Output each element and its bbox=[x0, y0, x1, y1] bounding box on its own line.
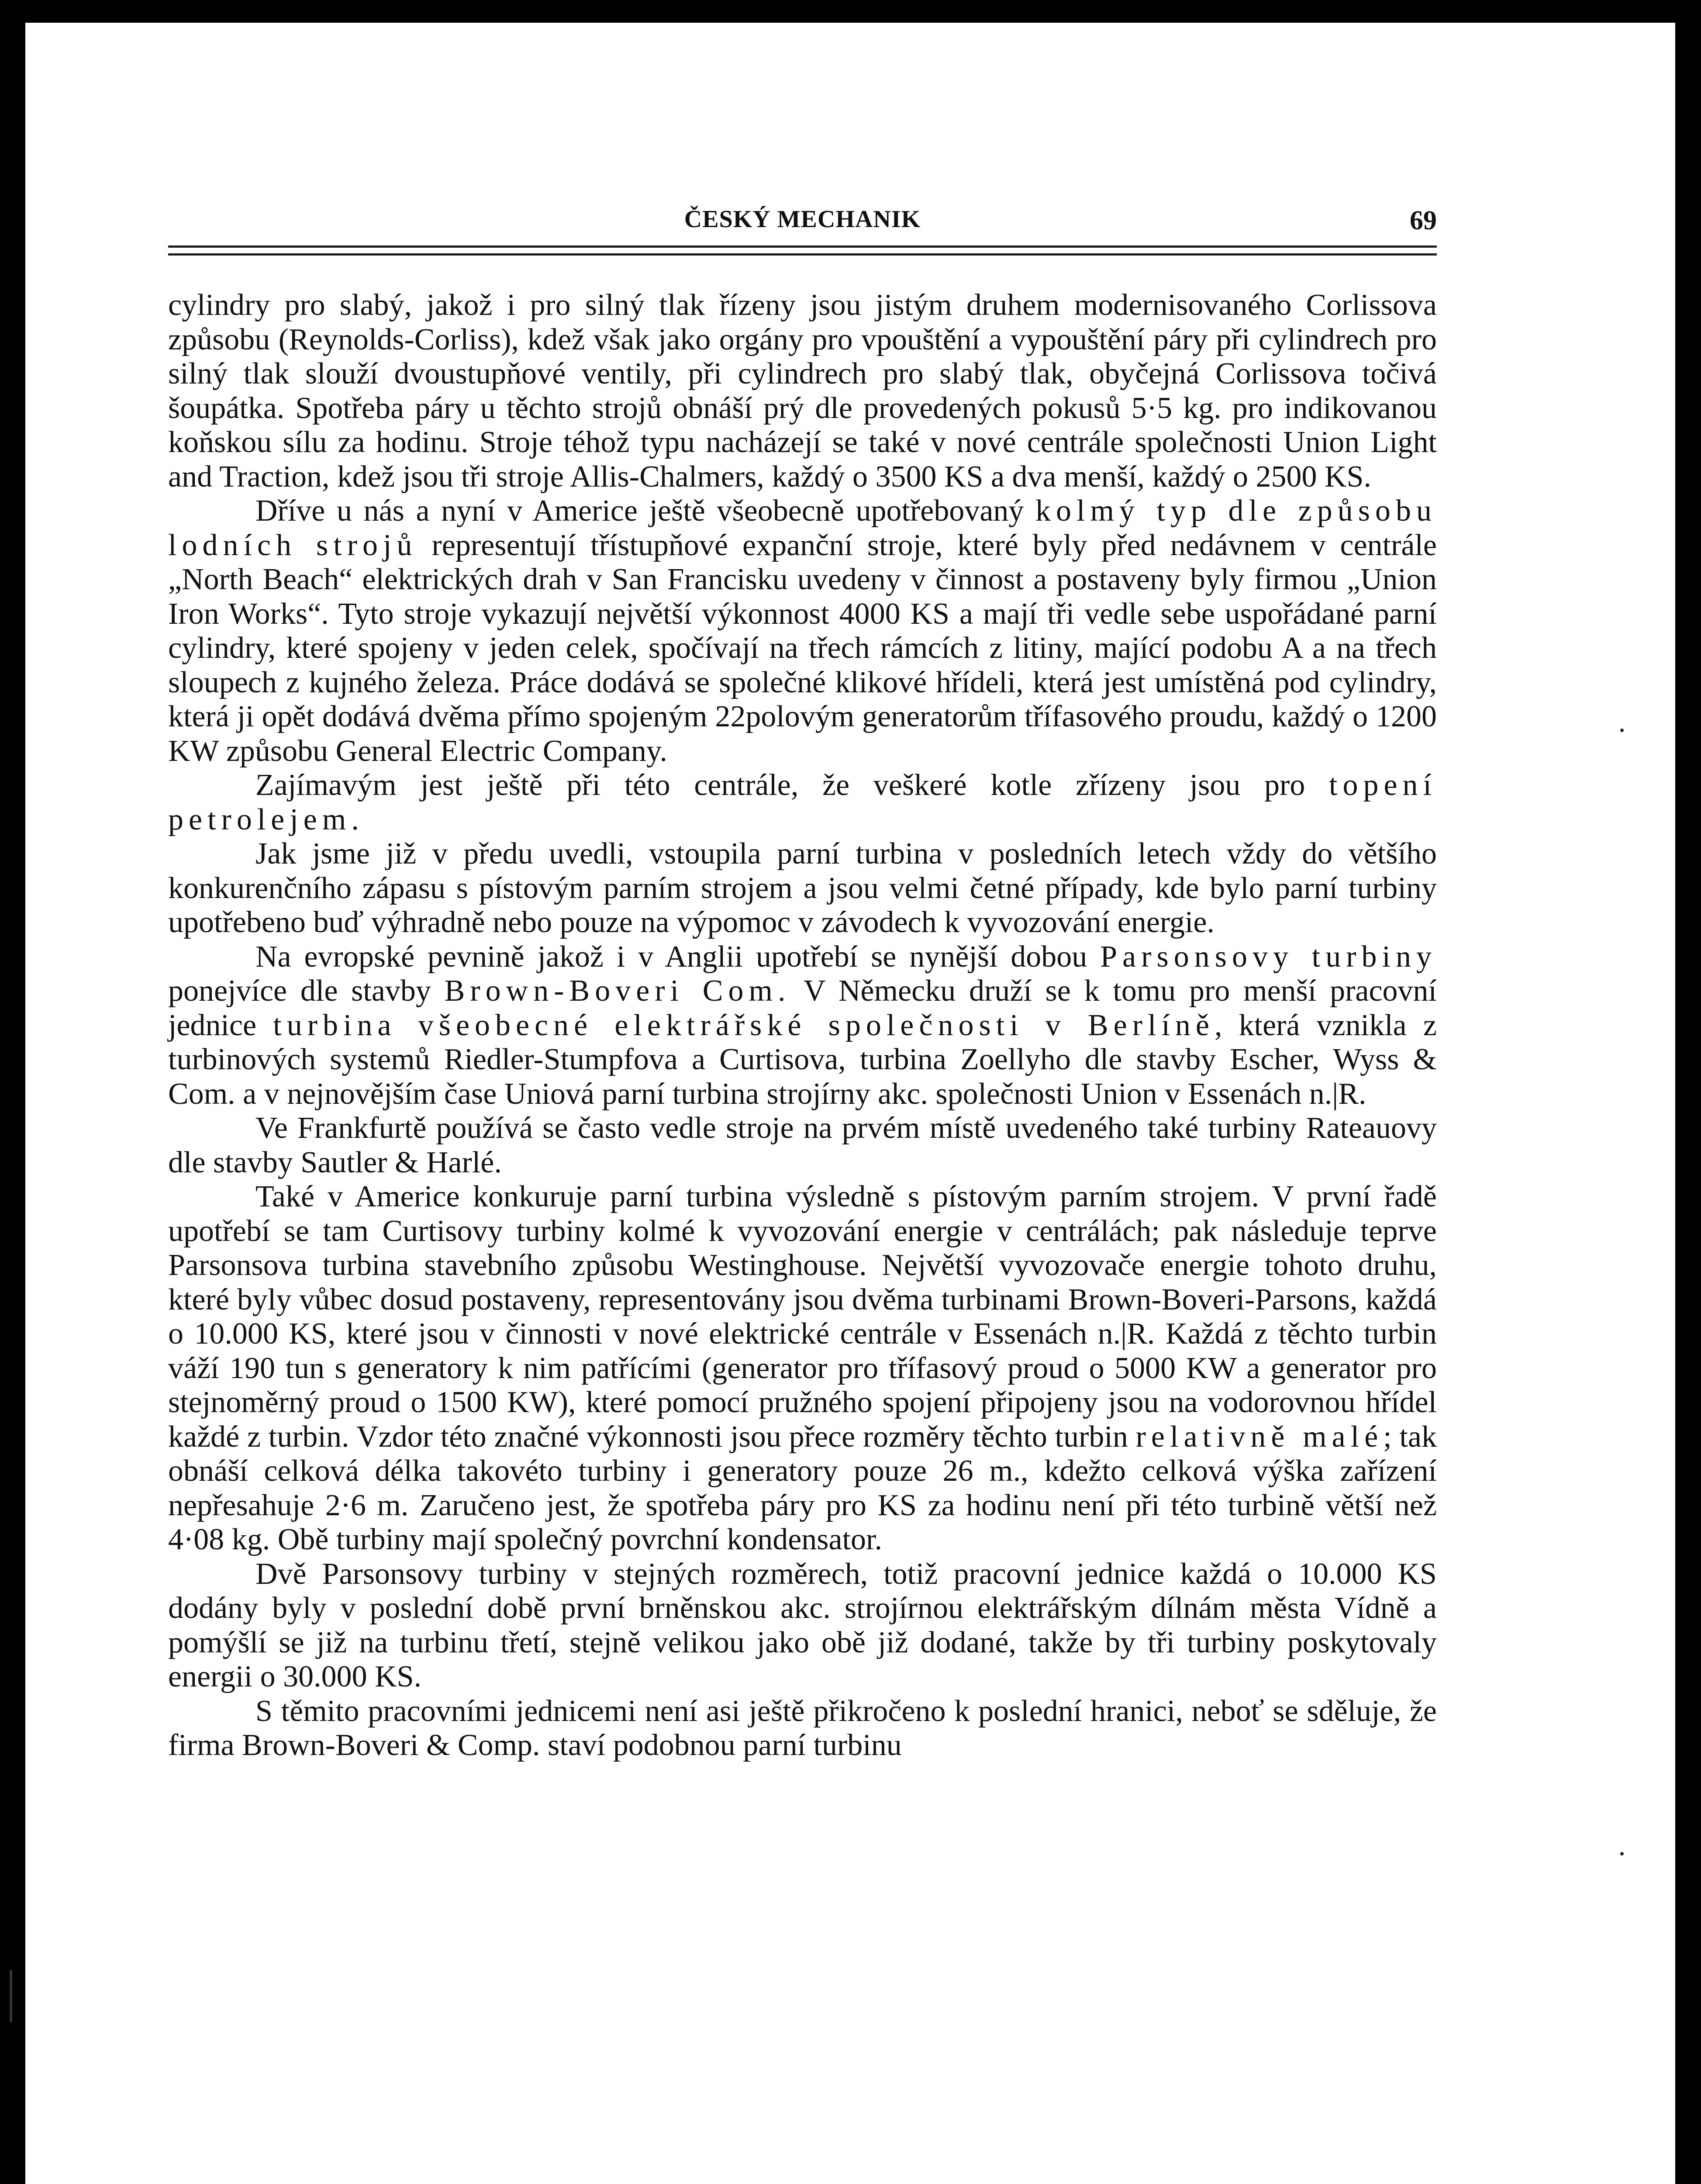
paragraph: Dříve u nás a nyní v Americe ještě všeobecně upotřebovaný kolmý typ dle způsobu lodních strojů representují třístupňové expanční stroje, které byly před nedávnem v centrále „North Beach“ elektrických drah v San Francisku uvedeny v činnost a postaveny byly firmou „Union Iron Works“. Tyto stroje vykazují největší výkonnost 4000 KS a mají tři vedle sebe uspořádané parní cylindry, které spojeny v jeden celek, spočívají na třech rámcích z litiny, mající podobu A a na třech sloupech z kujného železa. Práce dodává se společné klikové hřídeli, která jest umístěná pod cylindry, která ji opět dodává dvěma přímo spojeným 22polovým generatorům třífasového proudu, každý o 1200 KW způsobu General Electric Company. bbox=[168, 494, 1437, 768]
emphasis: relativně malé bbox=[1135, 1420, 1384, 1454]
header-rule bbox=[168, 245, 1437, 248]
paragraph: Také v Americe konkuruje parní turbina výsledně s pístovým parním strojem. V první řadě upotřebí se tam Curtisovy turbiny kolmé k vyvozování energie v centrálách; pak následuje teprve Parsonsova turbina stavebního způsobu Westinghouse. Největší vyvozovače energie tohoto druhu, které byly vůbec dosud postaveny, representovány jsou dvěma turbinami Brown-Boveri-Parsons, každá o 10.000 KS, které jsou v činnosti v nové elektrické centrále v Essenách n.|R. Každá z těchto turbin váží 190 tun s generatory k nim patřícími (generator pro třífasový proud o 5000 KW a generator pro stejnoměrný proud o 1500 KW), které pomocí pružného spojení připojeny jsou na vodorovnou hřídel každé z turbin. Vzdor této značné výkonnosti jsou přece rozměry těchto turbin relativně malé; tak obnáší celková délka takovéto turbiny i generatory pouze 26 m., kdežto celková výška zařízení nepřesahuje 2·6 m. Zaručeno jest, že spotřeba páry pro KS za hodinu není při této turbině větší než 4·08 kg. Obě turbiny mají společný povrchní kondensator. bbox=[168, 1180, 1437, 1556]
scan-artifact bbox=[10, 1970, 12, 2022]
scan-artifact bbox=[1620, 729, 1624, 732]
article-body bbox=[168, 288, 1437, 1763]
paragraph: cylindry pro slabý, jakož i pro silný tlak řízeny jsou jistým druhem modernisovaného Corlissova způsobu (Reynolds-Corliss), kdež však jako orgány pro vpouštění a vypouštění páry při cylindrech pro silný tlak slouží dvoustupňové ventily, při cylindrech pro slabý tlak, obyčejná Corlissova točivá šoupátka. Spotřeba páry u těchto strojů obnáší prý dle provedených pokusů 5·5 kg. pro indikovanou koňskou sílu za hodinu. Stroje téhož typu nacházejí se také v nové centrále společnosti Union Light and Traction, kdež jsou tři stroje Allis-Chalmers, každý o 3500 KS a dva menší, každý o 2500 KS. bbox=[168, 288, 1437, 494]
paragraph: S těmito pracovními jednicemi není asi ještě přikročeno k poslední hranici, neboť se sděluje, že firma Brown-Boveri & Comp. staví podobnou parní turbinu bbox=[168, 1694, 1437, 1762]
paragraph: Na evropské pevnině jakož i v Anglii upotřebí se nynější dobou Parsonsovy turbiny ponejvíce dle stavby Brown-Boveri Com. V Německu druží se k tomu pro menší pracovní jednice turbina všeobecné elektrářské společnosti v Berlíně, která vznikla z turbinových systemů Riedler-Stumpfova a Curtisova, turbina Zoellyho dle stavby Escher, Wyss & Com. a v nejnovějším čase Uniová parní turbina strojírny akc. společnosti Union v Essenách n.|R. bbox=[168, 940, 1437, 1111]
page-number: 69 bbox=[1410, 206, 1437, 235]
running-title: ČESKÝ MECHANIK bbox=[684, 206, 921, 233]
emphasis: Parsonsovy turbiny bbox=[1100, 940, 1437, 974]
page-header bbox=[168, 205, 1437, 240]
emphasis: turbina všeobecné elektrářské společnosti v Berlíně bbox=[273, 1008, 1215, 1042]
emphasis: kolmý typ dle způsobu lodních strojů bbox=[168, 494, 1437, 562]
emphasis: Brown-Boveri Com. bbox=[444, 974, 791, 1008]
header-rule bbox=[168, 253, 1437, 256]
paragraph: Jak jsme již v předu uvedli, vstoupila parní turbina v posledních letech vždy do většího konkurenčního zápasu s pístovým parním strojem a jsou velmi četné případy, kde bylo parní turbiny upotřebeno buď výhradně nebo pouze na výpomoc v závodech k vyvozování energie. bbox=[168, 837, 1437, 939]
scan-artifact bbox=[1620, 1852, 1624, 1856]
paragraph: Ve Frankfurtě používá se často vedle stroje na prvém místě uvedeného také turbiny Rateauovy dle stavby Sautler & Harlé. bbox=[168, 1111, 1437, 1179]
emphasis: topení petrolejem bbox=[168, 768, 1437, 836]
paragraph: Zajímavým jest ještě při této centrále, že veškeré kotle zřízeny jsou pro topení petrolejem. bbox=[168, 768, 1437, 836]
paragraph: Dvě Parsonsovy turbiny v stejných rozměrech, totiž pracovní jednice každá o 10.000 KS dodány byly v poslední době první brněnskou akc. strojírnou elektrářským dílnám města Vídně a pomýšlí se již na turbinu třetí, stejně velikou jako obě již dodané, takže by tři turbiny poskytovaly energii o 30.000 KS. bbox=[168, 1557, 1437, 1693]
